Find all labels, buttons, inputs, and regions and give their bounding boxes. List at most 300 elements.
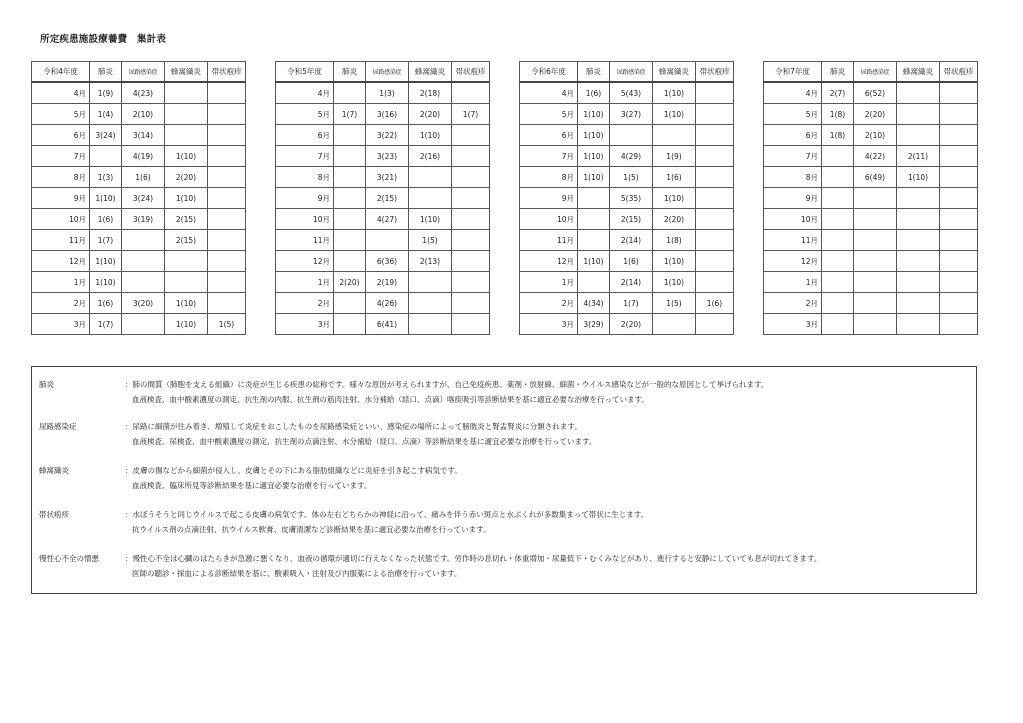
column-header: 肺炎 [334,62,366,83]
note-description: 血液検査、尿検査、血中酸素濃度の測定、抗生剤の点滴注射、水分補給（経口、点滴）等診断結果を基に適宜必要な治療を行っています。 [132,437,597,446]
table-cell: 2(10) [854,125,897,146]
month-label: 10月 [276,209,334,230]
month-label: 7月 [32,146,90,167]
table-cell [940,188,978,209]
table-cell: 3(22) [366,125,409,146]
month-label: 6月 [276,125,334,146]
table-cell: 1(10) [165,314,208,335]
table-cell: 1(9) [653,146,696,167]
month-label: 4月 [276,82,334,104]
table-cell [940,251,978,272]
table-cell [208,293,246,314]
table-cell [208,209,246,230]
table-cell [940,230,978,251]
table-cell: 6(41) [366,314,409,335]
table-cell [822,188,854,209]
month-label: 8月 [276,167,334,188]
table-cell [940,293,978,314]
table-cell [334,314,366,335]
table-cell [822,293,854,314]
table-row [520,251,734,272]
year-header: 令和7年度 [764,62,822,83]
table-cell [409,293,452,314]
table-cell: 4(27) [366,209,409,230]
month-label: 7月 [520,146,578,167]
table-cell: 1(10) [897,167,940,188]
table-cell [822,167,854,188]
table-cell [940,314,978,335]
table-row [32,251,246,272]
table-cell [452,167,490,188]
table-cell [822,209,854,230]
summary-table [763,61,978,335]
table-cell [334,146,366,167]
table-cell [897,125,940,146]
table-cell [897,230,940,251]
table-cell: 1(10) [165,293,208,314]
table-cell: 2(18) [409,82,452,104]
month-label: 11月 [276,230,334,251]
table-row [520,125,734,146]
table-cell [696,82,734,104]
table-cell: 2(15) [610,209,653,230]
month-label: 1月 [520,272,578,293]
table-cell [122,251,165,272]
table-cell [366,230,409,251]
table-cell: 1(6) [122,167,165,188]
month-label: 9月 [276,188,334,209]
table-cell: 1(5) [653,293,696,314]
year-header: 令和6年度 [520,62,578,83]
note-term: 慢性心不全の憎悪 [39,554,99,563]
month-label: 3月 [32,314,90,335]
table-row [520,104,734,125]
table-cell: 2(14) [610,230,653,251]
table-cell: 1(10) [653,188,696,209]
table-cell [696,146,734,167]
table-row [276,125,490,146]
table-cell [940,167,978,188]
table-row [520,167,734,188]
table-cell: 1(6) [696,293,734,314]
table-cell: 1(10) [578,125,610,146]
table-cell [452,272,490,293]
table-cell [940,272,978,293]
note-description: ：水ぼうそうと同じウイルスで起こる皮膚の病気です。体の左右どちらかの神経に沿って、痛みを伴う赤い斑点と水ぶくれが多数集まって帯状に生じます。 [125,510,649,519]
table-cell: 2(20) [610,314,653,335]
table-cell: 2(7) [822,82,854,104]
table-cell: 6(49) [854,167,897,188]
column-header: 尿路感染症 [854,62,897,83]
table-cell [696,314,734,335]
table-cell [897,314,940,335]
table-cell [409,314,452,335]
table-cell [696,125,734,146]
table-row [276,82,490,104]
table-cell: 2(14) [610,272,653,293]
table-cell: 1(7) [334,104,366,125]
month-label: 9月 [32,188,90,209]
note-description: 血液検査、血中酸素濃度の測定、抗生剤の内服、抗生剤の筋肉注射、水分補給（経口、点滴）喀痰吸引等診断結果を基に適宜必要な治療を行っています。 [132,395,649,404]
note-description: ：皮膚の傷などから細菌が侵入し、皮膚とその下にある脂肪組織などに炎症を引き起こす病気です。 [125,466,462,475]
table-cell [940,104,978,125]
table-row [276,272,490,293]
table-cell [452,230,490,251]
table-row [32,272,246,293]
month-label: 10月 [764,209,822,230]
table-cell: 1(5) [208,314,246,335]
month-label: 8月 [764,167,822,188]
note-entry [32,551,976,583]
table-cell: 2(19) [366,272,409,293]
month-label: 3月 [764,314,822,335]
table-cell [854,272,897,293]
table-row [764,104,978,125]
table-row [520,146,734,167]
table-cell [854,209,897,230]
table-cell [208,146,246,167]
document-title: 所定疾患施設療養費 集計表 [40,34,167,45]
table-cell [822,230,854,251]
table-cell [165,82,208,104]
table-cell: 3(27) [610,104,653,125]
table-cell [452,293,490,314]
note-term: 肺炎 [39,380,54,389]
table-cell: 6(52) [854,82,897,104]
table-cell: 1(3) [366,82,409,104]
table-cell: 4(19) [122,146,165,167]
table-cell [578,230,610,251]
table-cell [578,209,610,230]
month-label: 11月 [520,230,578,251]
column-header: 蜂窩織炎 [165,62,208,83]
table-cell [208,104,246,125]
month-label: 5月 [520,104,578,125]
column-header: 尿路感染症 [610,62,653,83]
column-header: 肺炎 [822,62,854,83]
table-cell: 3(21) [366,167,409,188]
notes-box [31,366,977,594]
table-cell [940,146,978,167]
column-header: 帯状疱疹 [208,62,246,83]
table-cell: 1(8) [653,230,696,251]
table-cell: 2(10) [122,104,165,125]
table-cell [578,188,610,209]
table-cell [696,167,734,188]
table-cell: 5(35) [610,188,653,209]
note-entry [32,377,976,409]
table-cell [610,125,653,146]
table-cell [208,251,246,272]
note-description: 血液検査、臨床所見等診断結果を基に適宜必要な治療を行っています。 [132,481,372,490]
table-cell: 1(6) [90,293,122,314]
table-cell [452,188,490,209]
table-cell: 1(10) [653,82,696,104]
table-cell: 1(8) [822,125,854,146]
table-cell [122,230,165,251]
note-entry [32,507,976,539]
table-cell [452,251,490,272]
table-cell [165,272,208,293]
table-cell [334,167,366,188]
table-cell [940,82,978,104]
table-cell: 1(8) [822,104,854,125]
table-cell [854,188,897,209]
table-row [764,293,978,314]
table-row [32,188,246,209]
note-description: ：慢性心不全は心臓のはたらきが急激に悪くなり、血液の循環が適切に行えなくなった状態です。労作時の息切れ・体重増加・尿量低下・むくみなどがあり、進行すると安静にしていても息が切れてきます。 [125,554,822,563]
table-cell: 6(36) [366,251,409,272]
table-cell [822,272,854,293]
table-row [764,125,978,146]
table-row [764,82,978,104]
month-label: 4月 [32,82,90,104]
table-cell: 1(3) [90,167,122,188]
table-cell: 1(10) [165,188,208,209]
table-cell [334,293,366,314]
table-cell: 1(5) [610,167,653,188]
table-row [520,82,734,104]
table-row [520,230,734,251]
table-cell [897,209,940,230]
month-label: 6月 [520,125,578,146]
table-row [32,209,246,230]
table-cell [940,209,978,230]
table-cell: 1(7) [610,293,653,314]
table-cell: 1(10) [578,167,610,188]
table-row [276,167,490,188]
table-row [520,272,734,293]
month-label: 6月 [764,125,822,146]
month-label: 5月 [276,104,334,125]
table-cell: 2(15) [366,188,409,209]
table-cell [208,82,246,104]
table-cell [822,314,854,335]
table-cell [452,314,490,335]
table-cell [409,272,452,293]
table-cell [897,251,940,272]
table-cell: 4(29) [610,146,653,167]
table-header-row [520,62,734,83]
table-cell: 1(10) [409,209,452,230]
table-cell: 4(26) [366,293,409,314]
table-cell [653,125,696,146]
table-cell [897,82,940,104]
month-label: 7月 [276,146,334,167]
column-header: 尿路感染症 [122,62,165,83]
table-cell: 1(7) [90,314,122,335]
table-row [32,293,246,314]
table-row [764,167,978,188]
table-cell: 4(22) [854,146,897,167]
table-cell [334,230,366,251]
table-cell: 1(7) [90,230,122,251]
column-header: 蜂窩織炎 [897,62,940,83]
table-row [520,293,734,314]
month-label: 11月 [764,230,822,251]
month-label: 12月 [520,251,578,272]
column-header: 尿路感染症 [366,62,409,83]
table-cell: 1(6) [578,82,610,104]
table-row [276,188,490,209]
year-header: 令和5年度 [276,62,334,83]
table-cell: 1(10) [578,251,610,272]
table-cell [90,146,122,167]
table-cell: 3(19) [122,209,165,230]
table-cell [578,272,610,293]
table-cell [696,251,734,272]
table-cell: 2(20) [653,209,696,230]
table-cell: 1(10) [653,251,696,272]
table-cell [208,167,246,188]
table-cell [653,314,696,335]
table-row [276,146,490,167]
table-row [764,272,978,293]
month-label: 5月 [764,104,822,125]
table-cell [122,314,165,335]
table-cell: 2(11) [897,146,940,167]
table-cell: 1(5) [409,230,452,251]
note-entry [32,419,976,451]
table-cell: 1(10) [90,272,122,293]
table-cell: 1(9) [90,82,122,104]
month-label: 8月 [520,167,578,188]
column-header: 蜂窩織炎 [409,62,452,83]
month-label: 1月 [764,272,822,293]
table-row [32,104,246,125]
table-cell [696,209,734,230]
table-cell [165,251,208,272]
table-row [276,104,490,125]
table-cell: 3(16) [366,104,409,125]
month-label: 11月 [32,230,90,251]
table-cell [165,104,208,125]
year-header: 令和4年度 [32,62,90,83]
month-label: 10月 [520,209,578,230]
month-label: 3月 [276,314,334,335]
table-cell: 1(10) [90,188,122,209]
note-description: ：肺の間質（肺胞を支える組織）に炎症が生じる疾患の総称です。様々な原因が考えられますが、自己免疫疾患、薬剤・放射線、細菌・ウイルス感染などが一般的な原因として挙げられます。 [125,380,769,389]
month-label: 8月 [32,167,90,188]
month-label: 4月 [764,82,822,104]
table-cell: 1(7) [452,104,490,125]
note-entry [32,463,976,495]
table-row [764,251,978,272]
summary-table [31,61,246,335]
table-row [32,82,246,104]
column-header: 蜂窩織炎 [653,62,696,83]
table-cell: 3(24) [122,188,165,209]
note-description: 医師の聴診・採血による診断結果を基に、酸素吸入・注射及び内服薬による治療を行っています。 [132,569,462,578]
table-row [32,146,246,167]
table-cell [897,188,940,209]
table-cell [165,125,208,146]
table-cell: 2(20) [854,104,897,125]
summary-table [275,61,490,335]
table-cell [208,272,246,293]
month-label: 4月 [520,82,578,104]
table-row [764,146,978,167]
month-label: 9月 [764,188,822,209]
table-cell: 3(14) [122,125,165,146]
table-cell: 3(24) [90,125,122,146]
table-cell: 1(10) [90,251,122,272]
table-row [32,314,246,335]
column-header: 帯状疱疹 [696,62,734,83]
table-cell [696,272,734,293]
table-row [764,314,978,335]
table-cell [409,188,452,209]
table-row [32,230,246,251]
table-cell: 1(10) [578,104,610,125]
table-cell: 1(6) [610,251,653,272]
table-row [520,188,734,209]
table-cell: 1(10) [653,104,696,125]
table-cell: 1(10) [165,146,208,167]
table-cell: 3(29) [578,314,610,335]
table-cell [854,230,897,251]
table-cell: 1(6) [653,167,696,188]
table-cell [854,293,897,314]
month-label: 2月 [764,293,822,314]
table-cell [452,82,490,104]
table-cell [940,125,978,146]
table-cell [854,251,897,272]
table-cell [452,125,490,146]
table-header-row [32,62,246,83]
month-label: 9月 [520,188,578,209]
table-cell: 3(20) [122,293,165,314]
table-cell: 1(10) [653,272,696,293]
table-cell: 2(16) [409,146,452,167]
table-cell: 2(20) [334,272,366,293]
table-cell: 1(10) [409,125,452,146]
table-cell: 4(23) [122,82,165,104]
table-cell [334,251,366,272]
column-header: 帯状疱疹 [452,62,490,83]
month-label: 10月 [32,209,90,230]
column-header: 肺炎 [578,62,610,83]
month-label: 1月 [276,272,334,293]
table-cell [897,104,940,125]
table-cell [452,209,490,230]
table-cell: 2(15) [165,230,208,251]
month-label: 2月 [520,293,578,314]
table-cell [822,251,854,272]
table-cell [208,125,246,146]
table-row [276,209,490,230]
table-cell [208,230,246,251]
table-row [764,188,978,209]
table-cell [409,167,452,188]
table-cell: 4(34) [578,293,610,314]
table-header-row [276,62,490,83]
table-header-row [764,62,978,83]
table-cell: 1(6) [90,209,122,230]
month-label: 1月 [32,272,90,293]
table-cell [696,188,734,209]
table-cell: 3(23) [366,146,409,167]
table-row [764,230,978,251]
month-label: 12月 [276,251,334,272]
table-cell [696,104,734,125]
table-cell [208,188,246,209]
table-row [276,230,490,251]
month-label: 12月 [32,251,90,272]
month-label: 2月 [32,293,90,314]
table-cell [696,230,734,251]
table-cell [897,272,940,293]
